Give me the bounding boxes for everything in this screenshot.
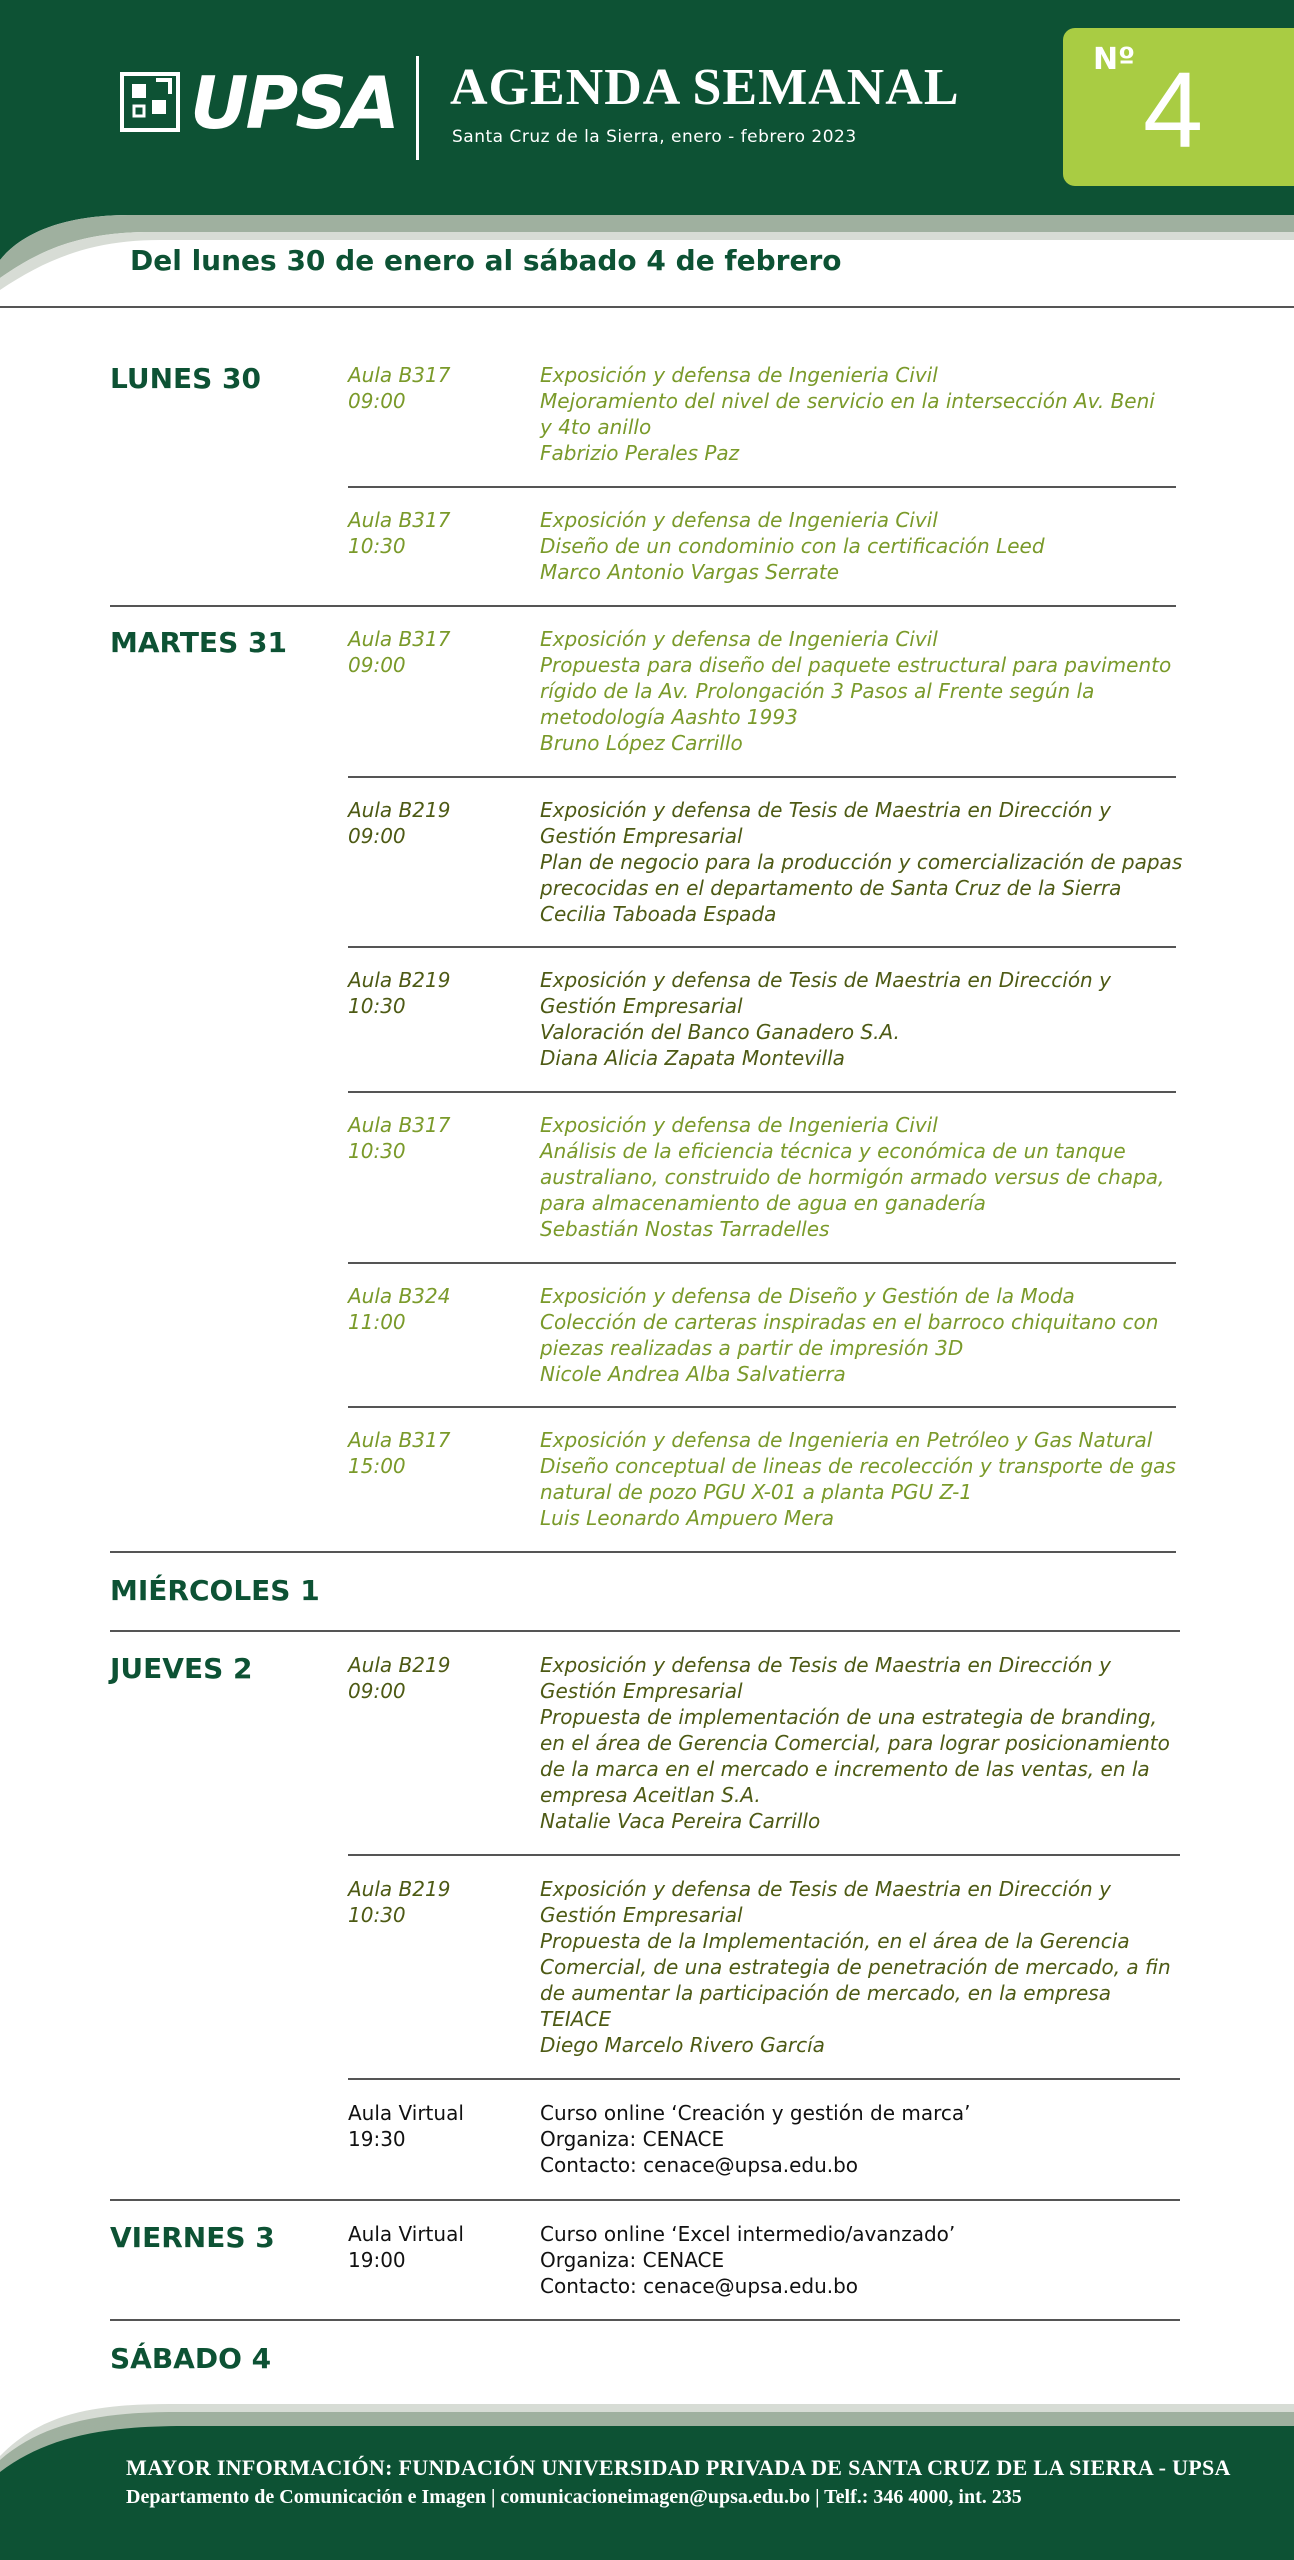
event-description: Exposición y defensa de Ingenieria Civil Mejoramiento del nivel de servicio en la intersección Av. Beni y 4to anillo Fabrizio Perales Paz: [540, 363, 1155, 465]
divider: [348, 946, 1176, 948]
divider: [110, 605, 1176, 607]
divider: [0, 306, 1294, 308]
divider: [348, 1406, 1176, 1408]
event-description: Exposición y defensa de Tesis de Maestria en Dirección y Gestión Empresarial Propuesta de la Implementación, en el área de la Gerencia Comercial, de una estrategia de penetración de mercado, a fin de aumentar la participación de mercado, en la empresa TEIACE Diego Marcelo Rivero García: [540, 1877, 1171, 2057]
issue-label: Nº: [1093, 42, 1136, 77]
event-room-time: Aula B324 11:00: [348, 1284, 451, 1334]
event-room-time: Aula B317 09:00: [348, 363, 451, 413]
event-room-time: Aula B317 15:00: [348, 1428, 451, 1478]
event-description: Exposición y defensa de Diseño y Gestión de la Moda Colección de carteras inspiradas en el barroco chiquitano con piezas realizadas a partir de impresión 3D Nicole Andrea Alba Salvatierra: [540, 1284, 1159, 1386]
event-description: Exposición y defensa de Tesis de Maestria en Dirección y Gestión Empresarial Plan de negocio para la producción y comercialización de papas precocidas en el departamento de Santa Cruz de la Sierra Cecilia Taboada Espada: [540, 798, 1183, 926]
page-title: AGENDA SEMANAL: [450, 59, 960, 116]
issue-number: 4: [1143, 49, 1204, 170]
footer-info-line: MAYOR INFORMACIÓN: FUNDACIÓN UNIVERSIDAD PRIVADA DE SANTA CRUZ DE LA SIERRA - UPSA: [126, 2455, 1231, 2480]
event-description: Exposición y defensa de Ingenieria Civil Propuesta para diseño del paquete estructural para pavimento rígido de la Av. Prolongación 3 Pasos al Frente según la metodología Aashto 1993 Bruno López Carrillo: [540, 627, 1172, 755]
event-description: Exposición y defensa de Ingenieria Civil Diseño de un condominio con la certificación Leed Marco Antonio Vargas Serrate: [540, 508, 1045, 584]
upsa-emblem-icon: [120, 70, 182, 134]
event-room-time: Aula B317 09:00: [348, 627, 451, 677]
day-label-sabado: SÁBADO 4: [110, 2342, 272, 2375]
day-label-miercoles: MIÉRCOLES 1: [110, 1574, 320, 1607]
event-room-time: Aula B219 10:30: [348, 968, 451, 1018]
logo-wordmark: UPSA: [190, 61, 397, 145]
event-room-time: Aula Virtual 19:00: [348, 2222, 464, 2272]
event-description: Curso online ‘Excel intermedio/avanzado’ Organiza: CENACE Contacto: cenace@upsa.edu.bo: [540, 2222, 956, 2298]
divider: [348, 486, 1176, 488]
day-label-jueves: JUEVES 2: [110, 1652, 253, 1685]
divider: [348, 2078, 1180, 2080]
divider: [348, 776, 1176, 778]
divider: [110, 2319, 1180, 2321]
page-subtitle: Santa Cruz de la Sierra, enero - febrero 2023: [452, 127, 857, 147]
divider: [348, 1854, 1180, 1856]
event-description: Exposición y defensa de Ingenieria en Petróleo y Gas Natural Diseño conceptual de lineas de recolección y transporte de gas natural de pozo PGU X-01 a planta PGU Z-1 Luis Leonardo Ampuero Mera: [540, 1428, 1176, 1530]
issue-badge: [1063, 28, 1294, 186]
event-description: Exposición y defensa de Ingenieria Civil Análisis de la eficiencia técnica y económica de un tanque australiano, construido de hormigón armado versus de chapa, para almacenamiento de agua en ganadería Sebastián Nostas Tarradelles: [540, 1113, 1165, 1241]
event-room-time: Aula B219 09:00: [348, 1653, 451, 1703]
upsa-logo: [120, 61, 397, 145]
event-room-time: Aula B317 10:30: [348, 508, 451, 558]
divider: [110, 1551, 1176, 1553]
day-label-lunes: LUNES 30: [110, 362, 262, 395]
event-room-time: Aula B219 09:00: [348, 798, 451, 848]
divider: [348, 1262, 1176, 1264]
event-description: Exposición y defensa de Tesis de Maestria en Dirección y Gestión Empresarial Propuesta de implementación de una estrategia de branding, en el área de Gerencia Comercial, para lograr posicionamiento de la marca en el mercado e incremento de las ventas, en la empresa Aceitlan S.A. Natalie Vaca Pereira Carrillo: [540, 1653, 1170, 1833]
event-room-time: Aula Virtual 19:30: [348, 2101, 464, 2151]
day-label-martes: MARTES 31: [110, 626, 287, 659]
header-divider: [416, 56, 419, 160]
divider: [110, 2199, 1180, 2201]
footer-contact-line: Departamento de Comunicación e Imagen | comunicacioneimagen@upsa.edu.bo | Telf.: 346 4000, int. 235: [126, 2486, 1022, 2508]
day-label-viernes: VIERNES 3: [110, 2221, 275, 2254]
event-description: Exposición y defensa de Tesis de Maestria en Dirección y Gestión Empresarial Valoración del Banco Ganadero S.A. Diana Alicia Zapata Montevilla: [540, 968, 1111, 1070]
event-room-time: Aula B317 10:30: [348, 1113, 451, 1163]
event-room-time: Aula B219 10:30: [348, 1877, 451, 1927]
divider: [348, 1091, 1176, 1093]
date-range: Del lunes 30 de enero al sábado 4 de febrero: [130, 244, 842, 277]
divider: [110, 1630, 1180, 1632]
event-description: Curso online ‘Creación y gestión de marca’ Organiza: CENACE Contacto: cenace@upsa.edu.bo: [540, 2101, 971, 2177]
